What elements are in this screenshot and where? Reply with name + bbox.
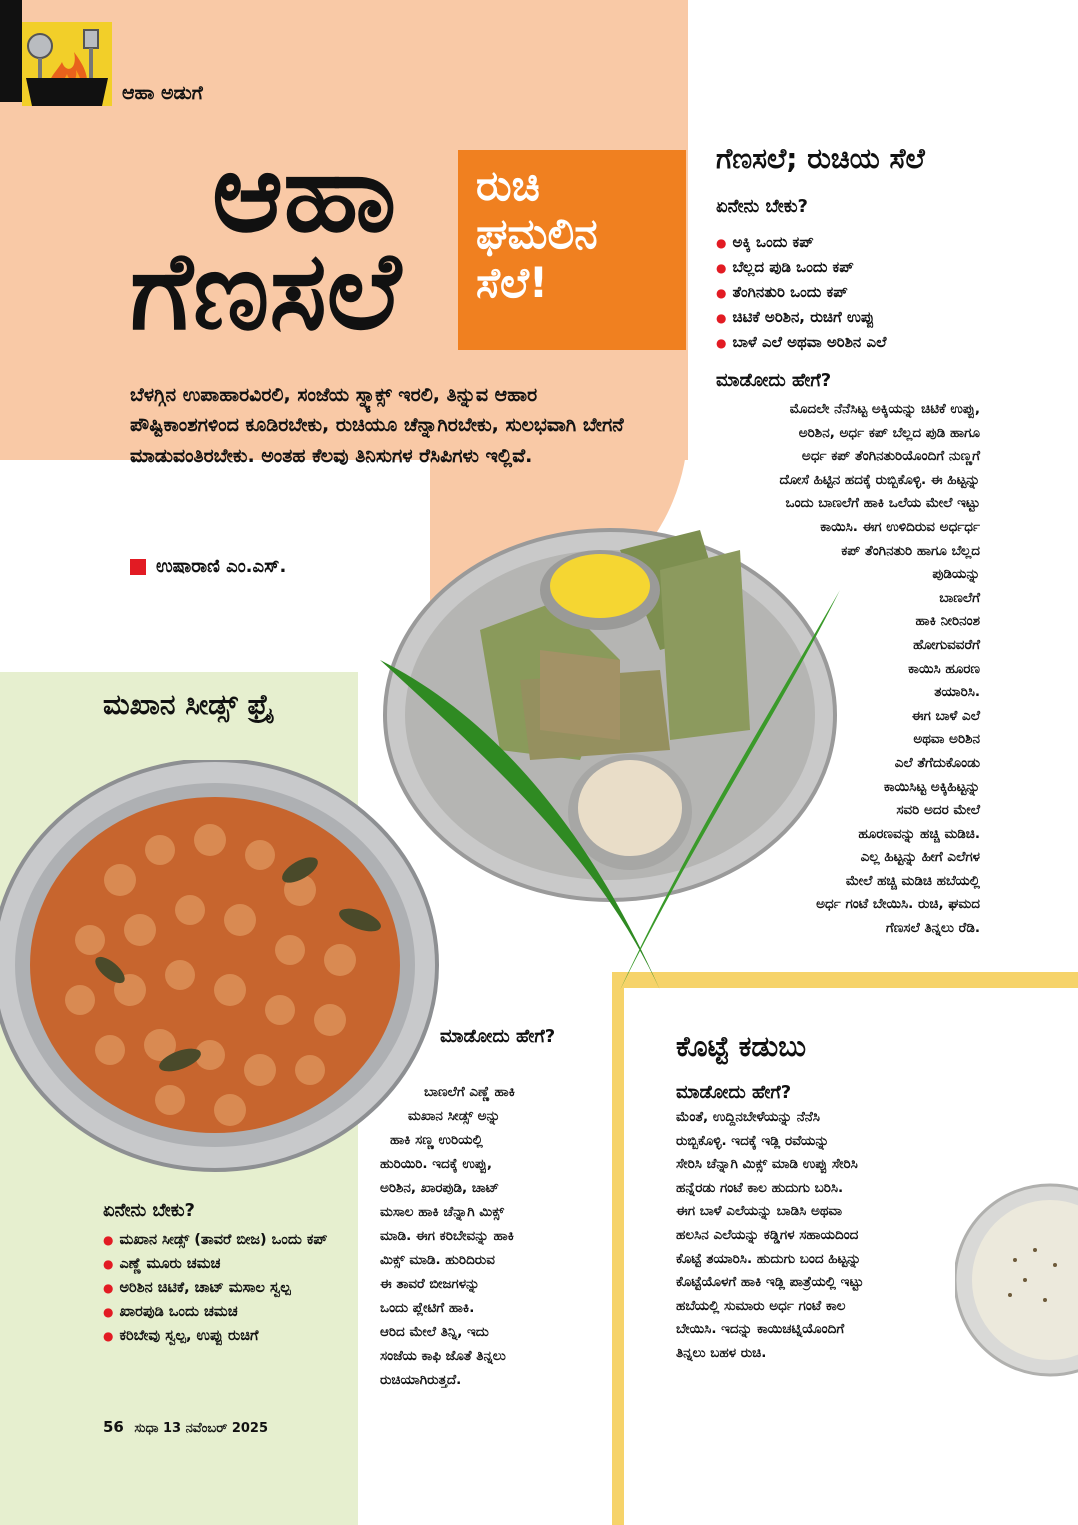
text-line: ರುಬ್ಬಿಕೊಳ್ಳಿ. ಇದಕ್ಕೆ ಇಡ್ಲಿ ರವೆಯನ್ನು	[676, 1132, 829, 1149]
text-line: ಅರ್ಧ ಗಂಟೆ ಬೇಯಿಸಿ. ರುಚಿ, ಘಮದ	[816, 896, 980, 913]
tagline-line: ಸೆಲೆ!	[476, 257, 549, 307]
tagline-box	[458, 150, 686, 350]
recipe1-title: ಗೆಣಸಲೆ; ರುಚಿಯ ಸೆಲೆ	[716, 142, 925, 175]
text-line: ಒಂದು ಪ್ಲೇಟಿಗೆ ಹಾಕಿ.	[380, 1300, 475, 1316]
recipe3-title: ಕೊಟ್ಟೆ ಕಡುಬು	[676, 1030, 807, 1063]
recipe1-ingredients-heading: ಏನೇನು ಬೇಕು?	[716, 196, 808, 217]
text-line: ಮಿಕ್ಸ್ ಮಾಡಿ. ಹುರಿದಿರುವ	[380, 1252, 495, 1268]
section-label: ಆಹಾ ಅಡುಗೆ	[122, 82, 203, 104]
text-line: ಬಾಣಲೆಗೆ ಎಣ್ಣೆ ಹಾಕಿ	[424, 1084, 515, 1100]
text-line: ದೋಸೆ ಹಿಟ್ಟಿನ ಹದಕ್ಕೆ ರುಬ್ಬಿಕೊಳ್ಳಿ. ಈ ಹಿಟ್ಟನ್ನು	[779, 471, 980, 488]
text-line: ಈಗ ಬಾಳೆ ಎಲೆ	[911, 707, 980, 724]
text-line: ಬಾಣಲೆಗೆ	[939, 589, 980, 606]
text-line: ಅರ್ಧ ಕಪ್ ತೆಂಗಿನತುರಿಯೊಂದಿಗೆ ನುಣ್ಣಗೆ	[801, 448, 980, 465]
recipe2-method-heading: ಮಾಡೋದು ಹೇಗೆ?	[440, 1026, 556, 1047]
issue-info: ಸುಧಾ 13 ನವೆಂಬರ್ 2025	[134, 1421, 269, 1436]
text-line: ತಿನ್ನಲು ಬಹಳ ರುಚಿ.	[676, 1344, 767, 1361]
text-line: ಹಾಕಿ ನೀರಿನಂಶ	[915, 613, 980, 630]
text-line: ಕಾಯಿಸಿ ಹೂರಣ	[908, 660, 980, 677]
text-line: ಪುಡಿಯನ್ನು	[932, 566, 980, 583]
recipe1-ingredients-list	[716, 230, 886, 355]
text-line: ಒಂದು ಬಾಣಲೆಗೆ ಹಾಕಿ ಒಲೆಯ ಮೇಲೆ ಇಟ್ಟು	[785, 495, 980, 512]
recipe2-method-text	[370, 1080, 590, 1392]
author-name: ಉಷಾರಾಣಿ ಎಂ.ಎಸ್.	[156, 556, 287, 577]
recipe3-method-heading: ಮಾಡೋದು ಹೇಗೆ?	[676, 1082, 792, 1103]
text-line: ಕೊಟ್ಟೆಯೊಳಗೆ ಹಾಕಿ ಇಡ್ಲಿ ಪಾತ್ರೆಯಲ್ಲಿ ಇಟ್ಟು	[676, 1274, 864, 1291]
list-item: ● ಖಾರಪುಡಿ ಒಂದು ಚಮಚ	[103, 1300, 353, 1324]
recipe1-method-text	[690, 398, 980, 941]
list-item: ● ಬಾಳೆ ಎಲೆ ಅಥವಾ ಅರಿಶಿನ ಎಲೆ	[716, 330, 886, 355]
text-line: ರುಚಿಯಾಗಿರುತ್ತದೆ.	[380, 1372, 462, 1388]
text-line: ಹನ್ನೆರಡು ಗಂಟೆ ಕಾಲ ಹುದುಗು ಬರಿಸಿ.	[676, 1179, 844, 1196]
text-line: ಮೊದಲೇ ನೆನೆಸಿಟ್ಟ ಅಕ್ಕಿಯನ್ನು ಚಿಟಿಕೆ ಉಪ್ಪು,	[789, 401, 980, 417]
text-line: ಈಗ ಬಾಳೆ ಎಲೆಯನ್ನು ಬಾಡಿಸಿ ಅಥವಾ	[676, 1203, 842, 1220]
recipe2-title: ಮಖಾನ ಸೀಡ್ಸ್ ಫ್ರೈ	[103, 688, 275, 721]
recipe2-ingredients-heading: ಏನೇನು ಬೇಕು?	[103, 1200, 195, 1221]
text-line: ಸೇರಿಸಿ ಚೆನ್ನಾಗಿ ಮಿಕ್ಸ್ ಮಾಡಿ ಉಪ್ಪು ಸೇರಿಸಿ	[676, 1156, 858, 1173]
text-line: ಈ ತಾವರೆ ಬೀಜಗಳನ್ನು	[380, 1276, 480, 1292]
intro-paragraph: ಬೆಳಗ್ಗಿನ ಉಪಾಹಾರವಿರಲಿ, ಸಂಜೆಯ ಸ್ನ್ಯಾಕ್ಸ್ ಇರಲಿ, ತಿನ್ನುವ ಆಹಾರ ಪೌಷ್ಟಿಕಾಂಶಗಳಿಂದ ಕೂಡಿರಬೇಕು, ರುಚಿಯೂ ಚೆನ್ನಾಗಿರಬೇಕು, ಸುಲಭವಾಗಿ ಬೇಗನೆ ಮಾಡುವಂತಿರಬೇಕು. ಅಂತಹ ಕೆಲವು ತಿನಿಸುಗಳ ರೆಸಿಪಿಗಳು ಇಲ್ಲಿವೆ.	[130, 384, 624, 467]
text-line: ಹೋಗುವವರೆಗೆ	[913, 636, 980, 653]
list-item: ● ಎಣ್ಣೆ ಮೂರು ಚಮಚ	[103, 1252, 353, 1276]
text-line: ಅರಿಶಿನ, ಖಾರಪುಡಿ, ಚಾಟ್	[380, 1180, 500, 1196]
text-line: ಕಪ್ ತೆಂಗಿನತುರಿ ಹಾಗೂ ಬೆಲ್ಲದ	[841, 542, 980, 559]
text-line: ಮೇಲೆ ಹಚ್ಚಿ ಮಡಿಚಿ ಹಬೆಯಲ್ಲಿ	[845, 872, 980, 889]
tagline-line: ರುಚಿ	[476, 161, 540, 210]
text-line: ಅಥವಾ ಅರಿಶಿನ	[913, 731, 980, 748]
text-line: ಹುರಿಯಿರಿ. ಇದಕ್ಕೆ ಉಪ್ಪು,	[380, 1156, 492, 1172]
text-line: ಆರಿದ ಮೇಲೆ ತಿನ್ನಿ, ಇದು	[380, 1324, 489, 1340]
text-line: ಬೇಯಿಸಿ. ಇದನ್ನು ಕಾಯಿಚಟ್ನಿಯೊಂದಿಗೆ	[676, 1321, 845, 1338]
red-square-icon	[130, 559, 146, 575]
text-line: ಅರಿಶಿನ, ಅರ್ಧ ಕಪ್ ಬೆಲ್ಲದ ಪುಡಿ ಹಾಗೂ	[798, 424, 980, 441]
text-line: ಹಾಕಿ ಸಣ್ಣ ಉರಿಯಲ್ಲಿ	[390, 1132, 483, 1148]
list-item: ● ಅಕ್ಕಿ ಒಂದು ಕಪ್	[716, 230, 886, 255]
page-title-line2: ಗೆಣಸಲೆ	[130, 229, 401, 354]
text-line: ಸವರಿ ಅದರ ಮೇಲೆ	[896, 802, 980, 819]
text-line: ಮಸಾಲ ಹಾಕಿ ಚೆನ್ನಾಗಿ ಮಿಕ್ಸ್	[380, 1204, 504, 1220]
text-line: ಮಖಾನ ಸೀಡ್ಸ್ ಅನ್ನು	[408, 1108, 501, 1124]
list-item: ● ಬೆಲ್ಲದ ಪುಡಿ ಒಂದು ಕಪ್	[716, 255, 886, 280]
text-line: ಎಲೆ ತೆಗೆದುಕೊಂಡು	[894, 754, 980, 771]
text-line: ಮಾಡಿ. ಈಗ ಕರಿಬೇವನ್ನು ಹಾಕಿ	[380, 1228, 514, 1244]
chutney-bowl-photo	[955, 1180, 1078, 1380]
text-line: ಕೊಟ್ಟೆ ತಯಾರಿಸಿ. ಹುದುಗು ಬಂದ ಹಿಟ್ಟನ್ನು	[676, 1250, 861, 1267]
kitchen-utensils-logo-icon	[22, 22, 112, 106]
author-byline	[130, 556, 286, 577]
page-number: 56	[103, 1418, 124, 1436]
tagline-line: ಘಮಲಿನ	[476, 209, 598, 259]
text-line: ಸಂಜೆಯ ಕಾಫಿ ಜೊತೆ ತಿನ್ನಲು	[380, 1348, 506, 1364]
list-item: ● ಚಿಟಿಕೆ ಅರಿಶಿನ, ರುಚಿಗೆ ಉಪ್ಪು	[716, 305, 886, 330]
page-title-line1: ಆಹಾ	[212, 131, 397, 256]
list-item: ● ತೆಂಗಿನತುರಿ ಒಂದು ಕಪ್	[716, 280, 886, 305]
text-line: ಹಲಸಿನ ಎಲೆಯನ್ನು ಕಡ್ಡಿಗಳ ಸಹಾಯದಿಂದ	[676, 1226, 859, 1243]
black-corner-strip	[0, 0, 22, 102]
recipe2-ingredients-list	[103, 1228, 353, 1348]
text-line: ಹಬೆಯಲ್ಲಿ ಸುಮಾರು ಅರ್ಧ ಗಂಟೆ ಕಾಲ	[676, 1297, 846, 1314]
text-line: ಕಾಯಿಸಿ. ಈಗ ಉಳಿದಿರುವ ಅರ್ಧರ್ಧ	[820, 518, 980, 535]
text-line: ಹೂರಣವನ್ನು ಹಚ್ಚಿ ಮಡಿಚಿ.	[858, 825, 980, 842]
text-line: ಎಲ್ಲ ಹಿಟ್ಟನ್ನು ಹೀಗೆ ಎಲೆಗಳ	[860, 849, 980, 866]
list-item: ● ಕರಿಬೇವು ಸ್ವಲ್ಪ, ಉಪ್ಪು ರುಚಿಗೆ	[103, 1324, 353, 1348]
recipe3-method-text	[676, 1106, 864, 1366]
text-line: ಗೆಣಸಲೆ ತಿನ್ನಲು ರೆಡಿ.	[885, 920, 980, 937]
text-line: ಕಾಯಿಸಿಟ್ಟ ಅಕ್ಕಿಹಿಟ್ಟನ್ನು	[883, 778, 980, 795]
text-line: ಮೆಂತೆ, ಉದ್ದಿನಬೇಳೆಯನ್ನು ನೆನೆಸಿ	[676, 1109, 820, 1125]
list-item: ● ಅರಿಶಿನ ಚಿಟಿಕೆ, ಚಾಟ್ ಮಸಾಲ ಸ್ವಲ್ಪ	[103, 1276, 353, 1300]
recipe1-method-heading: ಮಾಡೋದು ಹೇಗೆ?	[716, 370, 832, 391]
list-item: ● ಮಖಾನ ಸೀಡ್ಸ್ (ತಾವರೆ ಬೀಜ) ಒಂದು ಕಪ್	[103, 1228, 353, 1252]
yellow-rule-vertical	[612, 972, 624, 1525]
text-line: ತಯಾರಿಸಿ.	[934, 684, 980, 701]
page-footer	[103, 1418, 268, 1436]
